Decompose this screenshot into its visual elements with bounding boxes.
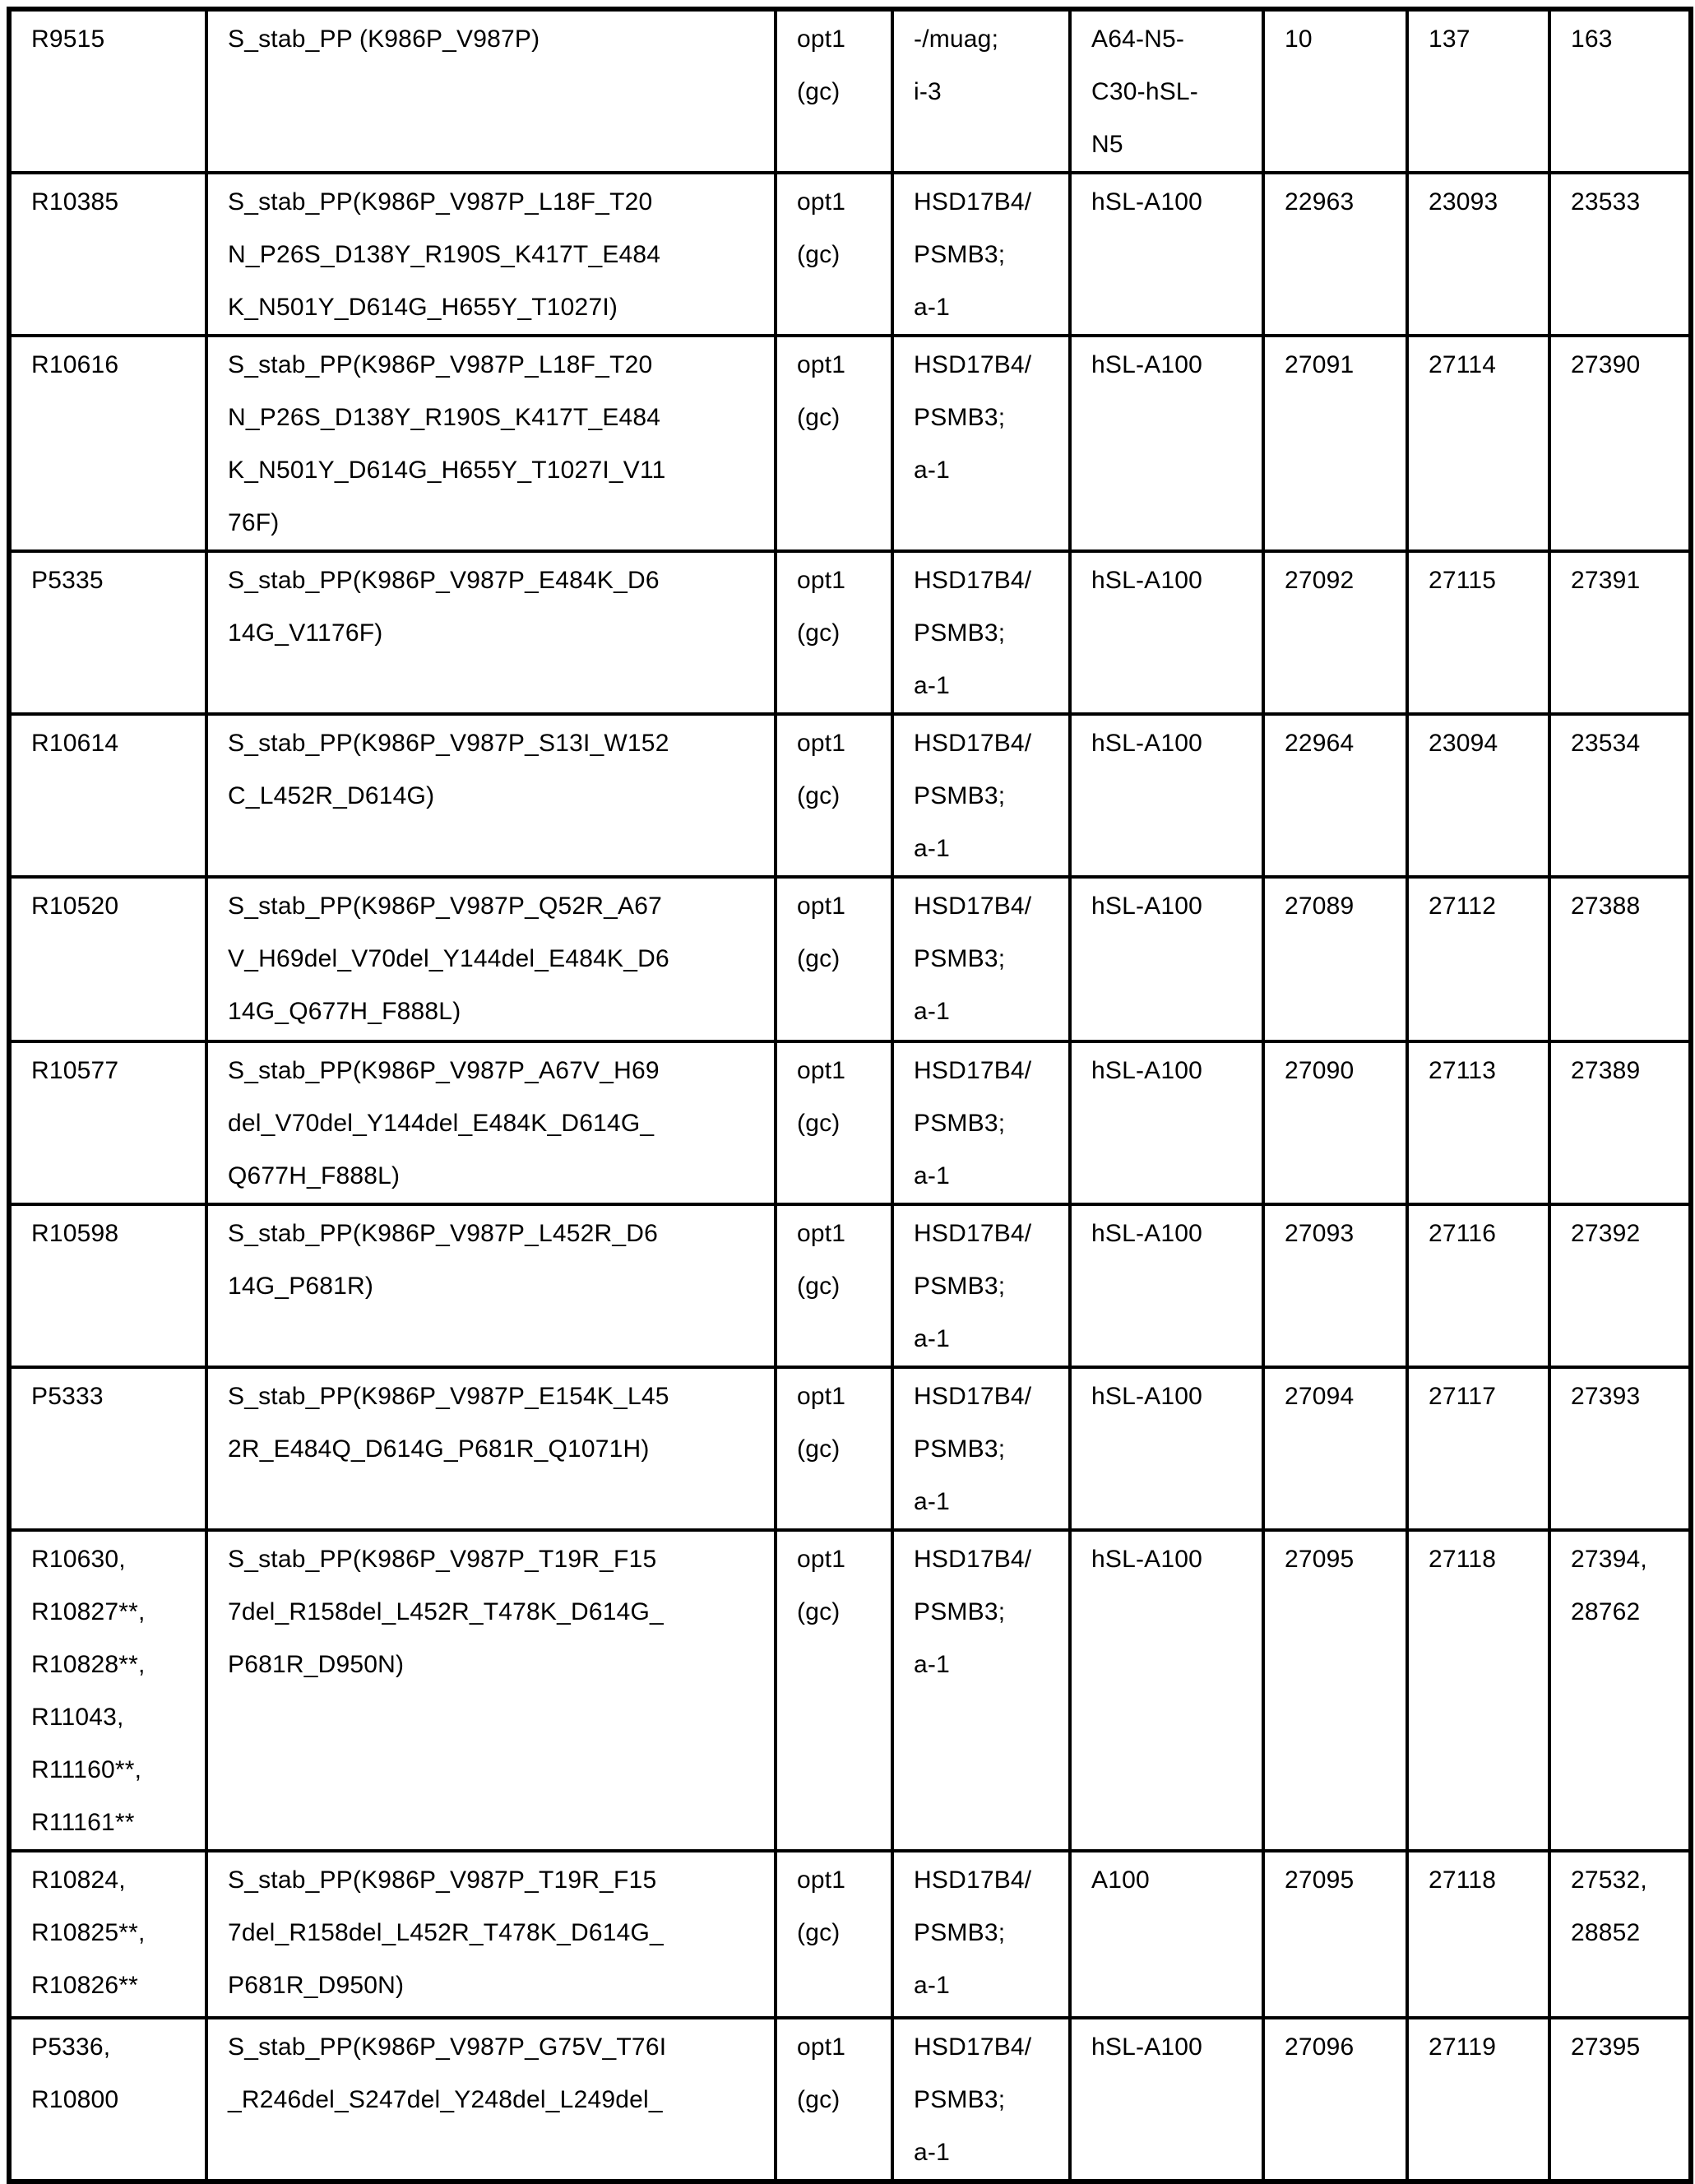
cell-seq-id-2: 27114 [1407, 336, 1549, 551]
cell-construct-id: R10824, R10825**, R10826** [9, 1851, 206, 2018]
cell-seq-id-1: 22964 [1263, 714, 1407, 877]
table-row [9, 173, 1691, 336]
constructs-table [7, 7, 1693, 2184]
cell-seq-id-2: 27113 [1407, 1041, 1549, 1204]
cell-seq-id-2: 27112 [1407, 877, 1549, 1041]
cell-construct-id: P5336, R10800 [9, 2018, 206, 2182]
cell-utr-design: -/muag; i-3 [892, 9, 1070, 173]
cell-seq-id-2: 23094 [1407, 714, 1549, 877]
cell-utr-design: HSD17B4/ PSMB3; a-1 [892, 336, 1070, 551]
cell-seq-id-2: 27118 [1407, 1530, 1549, 1851]
cell-seq-id-2: 27116 [1407, 1204, 1549, 1367]
table-row [9, 1041, 1691, 1204]
cell-construct-name: S_stab_PP(K986P_V987P_E484K_D6 14G_V1176F) [206, 551, 776, 714]
cell-construct-id: R9515 [9, 9, 206, 173]
cell-seq-id-1: 27091 [1263, 336, 1407, 551]
cell-seq-id-3: 27390 [1549, 336, 1691, 551]
cell-tail-design: A100 [1070, 1851, 1263, 2018]
cell-seq-id-3: 27391 [1549, 551, 1691, 714]
cell-tail-design: hSL-A100 [1070, 714, 1263, 877]
cell-seq-id-1: 10 [1263, 9, 1407, 173]
table-row [9, 714, 1691, 877]
cell-optimization: opt1 (gc) [776, 1204, 892, 1367]
cell-seq-id-3: 27532, 28852 [1549, 1851, 1691, 2018]
cell-construct-name: S_stab_PP(K986P_V987P_S13I_W152 C_L452R_D614G) [206, 714, 776, 877]
cell-optimization: opt1 (gc) [776, 877, 892, 1041]
cell-utr-design: HSD17B4/ PSMB3; a-1 [892, 1204, 1070, 1367]
cell-seq-id-3: 27395 [1549, 2018, 1691, 2182]
cell-construct-name: S_stab_PP(K986P_V987P_T19R_F15 7del_R158del_L452R_T478K_D614G_ P681R_D950N) [206, 1530, 776, 1851]
cell-tail-design: hSL-A100 [1070, 1041, 1263, 1204]
cell-construct-name: S_stab_PP(K986P_V987P_L452R_D6 14G_P681R) [206, 1204, 776, 1367]
cell-construct-id: R10577 [9, 1041, 206, 1204]
cell-seq-id-3: 27393 [1549, 1367, 1691, 1530]
cell-optimization: opt1 (gc) [776, 173, 892, 336]
cell-construct-id: R10520 [9, 877, 206, 1041]
cell-seq-id-2: 27115 [1407, 551, 1549, 714]
cell-construct-id: P5333 [9, 1367, 206, 1530]
cell-optimization: opt1 (gc) [776, 1367, 892, 1530]
cell-construct-name: S_stab_PP(K986P_V987P_Q52R_A67 V_H69del_V70del_Y144del_E484K_D6 14G_Q677H_F888L) [206, 877, 776, 1041]
cell-utr-design: HSD17B4/ PSMB3; a-1 [892, 1851, 1070, 2018]
cell-tail-design: A64-N5- C30-hSL- N5 [1070, 9, 1263, 173]
table-row [9, 1367, 1691, 1530]
cell-construct-id: R10598 [9, 1204, 206, 1367]
cell-seq-id-1: 27095 [1263, 1530, 1407, 1851]
cell-construct-id: P5335 [9, 551, 206, 714]
cell-seq-id-1: 22963 [1263, 173, 1407, 336]
cell-seq-id-3: 27392 [1549, 1204, 1691, 1367]
cell-utr-design: HSD17B4/ PSMB3; a-1 [892, 1530, 1070, 1851]
cell-utr-design: HSD17B4/ PSMB3; a-1 [892, 2018, 1070, 2182]
cell-optimization: opt1 (gc) [776, 9, 892, 173]
cell-optimization: opt1 (gc) [776, 714, 892, 877]
cell-utr-design: HSD17B4/ PSMB3; a-1 [892, 1367, 1070, 1530]
cell-seq-id-3: 27389 [1549, 1041, 1691, 1204]
cell-seq-id-3: 27394, 28762 [1549, 1530, 1691, 1851]
cell-tail-design: hSL-A100 [1070, 2018, 1263, 2182]
cell-seq-id-2: 23093 [1407, 173, 1549, 336]
cell-seq-id-1: 27094 [1263, 1367, 1407, 1530]
cell-construct-name: S_stab_PP(K986P_V987P_L18F_T20 N_P26S_D138Y_R190S_K417T_E484 K_N501Y_D614G_H655Y_T1027I) [206, 173, 776, 336]
cell-utr-design: HSD17B4/ PSMB3; a-1 [892, 173, 1070, 336]
cell-utr-design: HSD17B4/ PSMB3; a-1 [892, 877, 1070, 1041]
cell-construct-id: R10385 [9, 173, 206, 336]
cell-construct-name: S_stab_PP(K986P_V987P_L18F_T20 N_P26S_D138Y_R190S_K417T_E484 K_N501Y_D614G_H655Y_T1027I_V11 76F) [206, 336, 776, 551]
cell-seq-id-1: 27089 [1263, 877, 1407, 1041]
cell-seq-id-3: 27388 [1549, 877, 1691, 1041]
cell-optimization: opt1 (gc) [776, 1041, 892, 1204]
cell-tail-design: hSL-A100 [1070, 551, 1263, 714]
cell-optimization: opt1 (gc) [776, 1851, 892, 2018]
cell-seq-id-3: 23533 [1549, 173, 1691, 336]
table-row [9, 336, 1691, 551]
cell-optimization: opt1 (gc) [776, 1530, 892, 1851]
cell-construct-id: R10630, R10827**, R10828**, R11043, R11160**, R11161** [9, 1530, 206, 1851]
table-row [9, 1851, 1691, 2018]
cell-seq-id-3: 23534 [1549, 714, 1691, 877]
cell-construct-id: R10616 [9, 336, 206, 551]
table-row [9, 551, 1691, 714]
cell-seq-id-2: 137 [1407, 9, 1549, 173]
cell-utr-design: HSD17B4/ PSMB3; a-1 [892, 1041, 1070, 1204]
cell-tail-design: hSL-A100 [1070, 1204, 1263, 1367]
table-row [9, 877, 1691, 1041]
cell-construct-name: S_stab_PP(K986P_V987P_E154K_L45 2R_E484Q_D614G_P681R_Q1071H) [206, 1367, 776, 1530]
cell-seq-id-2: 27119 [1407, 2018, 1549, 2182]
cell-tail-design: hSL-A100 [1070, 1367, 1263, 1530]
cell-seq-id-1: 27092 [1263, 551, 1407, 714]
cell-construct-id: R10614 [9, 714, 206, 877]
cell-construct-name: S_stab_PP(K986P_V987P_A67V_H69 del_V70del_Y144del_E484K_D614G_ Q677H_F888L) [206, 1041, 776, 1204]
cell-seq-id-1: 27095 [1263, 1851, 1407, 2018]
table-row [9, 1530, 1691, 1851]
cell-construct-name: S_stab_PP (K986P_V987P) [206, 9, 776, 173]
table-row [9, 9, 1691, 173]
cell-seq-id-1: 27093 [1263, 1204, 1407, 1367]
cell-optimization: opt1 (gc) [776, 2018, 892, 2182]
table-row [9, 1204, 1691, 1367]
constructs-table-body [9, 9, 1691, 2182]
cell-seq-id-3: 163 [1549, 9, 1691, 173]
cell-utr-design: HSD17B4/ PSMB3; a-1 [892, 551, 1070, 714]
cell-tail-design: hSL-A100 [1070, 877, 1263, 1041]
cell-optimization: opt1 (gc) [776, 551, 892, 714]
cell-seq-id-1: 27096 [1263, 2018, 1407, 2182]
cell-utr-design: HSD17B4/ PSMB3; a-1 [892, 714, 1070, 877]
cell-tail-design: hSL-A100 [1070, 336, 1263, 551]
cell-seq-id-2: 27117 [1407, 1367, 1549, 1530]
cell-construct-name: S_stab_PP(K986P_V987P_T19R_F15 7del_R158del_L452R_T478K_D614G_ P681R_D950N) [206, 1851, 776, 2018]
cell-seq-id-2: 27118 [1407, 1851, 1549, 2018]
cell-construct-name: S_stab_PP(K986P_V987P_G75V_T76I _R246del_S247del_Y248del_L249del_ [206, 2018, 776, 2182]
table-row [9, 2018, 1691, 2182]
cell-tail-design: hSL-A100 [1070, 173, 1263, 336]
cell-tail-design: hSL-A100 [1070, 1530, 1263, 1851]
cell-optimization: opt1 (gc) [776, 336, 892, 551]
cell-seq-id-1: 27090 [1263, 1041, 1407, 1204]
